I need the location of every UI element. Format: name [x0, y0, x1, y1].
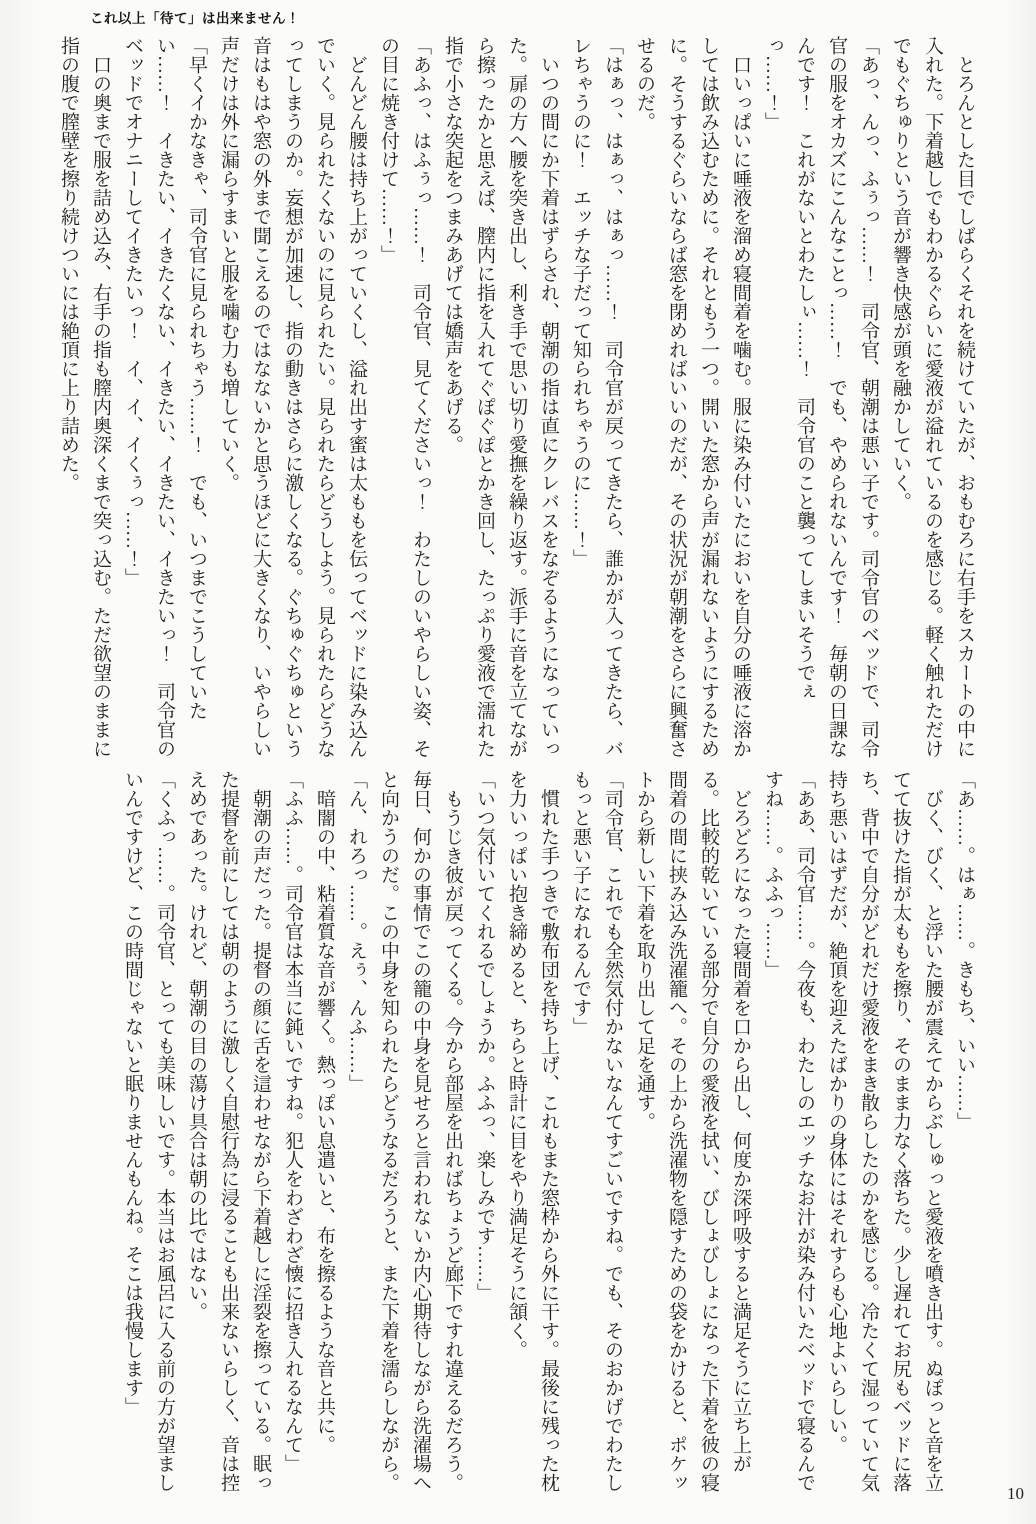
text-block-bottom	[72, 770, 980, 1506]
page-number: 10	[1007, 1484, 1024, 1503]
paragraph: 暗闇の中、粘着質な音が響く。熱っぽい息遣いと、布を擦るような音と共に。	[314, 770, 335, 1454]
paragraph: 「はぁっ、はぁっ、はぁっ……！ 司令官が戻ってきたら、誰かが入ってきたら、バレちゃうのに！ エッチな子だって知られちゃうのに……！」	[570, 36, 623, 758]
paragraph: いつの間にか下着はずらされ、朝潮の指は直にクレバスをなぞるようになっていった。扉の方へ腰を突き出し、利き手で思い切り愛撫を繰り返す。派手に音を立てながら擦ったかと思えば、膣内に指を入れてぐぽぐぽとかき回し、たっぷり愛液で濡れた指で小さな突起をつまみあげては嬌声をあげる。	[442, 36, 559, 758]
paragraph: どろどろになった寝間着を口から出し、何度か深呼吸すると満足そうに立ち上がる。比較的乾いている部分で自分の愛液を拭い、びしょびしょになった下着を彼の寝間着の間に挟み込み洗濯籠へ。その上から洗濯物を隠すための袋をかけると、ポケットから新しい下着を取り出して足を通す。	[634, 770, 751, 1492]
paragraph: 「司令官、これでも全然気付かないなんてすごいですね。でも、そのおかげでわたしもっと悪い子になれるんです」	[570, 770, 623, 1492]
paragraph: 口いっぱいに唾液を溜め寝間着を噛む。服に染み付いたにおいを自分の唾液に溶かしては飲み込むために。それともう一つ。開いた窓から声が漏れないようにするために。そうするぐらいならば窓を閉めればいいのだが、その状況が朝潮をさらに興奮させるのだ。	[634, 36, 751, 758]
paragraph: 「ああ、司令官……。今夜も、わたしのエッチなお汁が染み付いたベッドで寝るんですね……。ふふっ……」	[762, 770, 815, 1492]
paragraph: 「あっ、んっ、ふぅっ……！ 司令官、朝潮は悪い子です。司令官のベッドで、司令官の服をオカズにこんなことっ……！ でも、やめられないんです！ 毎朝の日課なんです！ これがないとわたしぃ……！ 司令官のこと襲ってしまいそうでぇっ……！」	[762, 36, 879, 758]
paragraph: もうじき彼が戻ってくる。今から部屋を出ればちょうど廊下ですれ違えるだろう。毎日、何かの事情でこの籠の中身を見せろと言われないか内心期待しながら洗濯場へと向かうのだ。この中身を知られたらどうなるだろうと、また下着を濡らしながら。	[378, 770, 463, 1492]
page-header-title: これ以上「待て」は出来ません！	[90, 11, 300, 26]
paragraph: 朝潮の声だった。提督の顔に舌を這わせながら下着越しに淫裂を擦っている。眠った提督を前にしては朝のように激しく自慰行為に浸ることも出来ないらしく、音は控えめであった。けれど、朝潮の目の蕩け具合は朝の比ではない。	[186, 770, 271, 1492]
paragraph: 慣れた手つきで敷布団を持ち上げ、これもまた窓枠から外に干す。最後に残った枕を力いっぱい抱き締めると、ちらと時計に目をやり満足そうに頷く。	[506, 770, 559, 1492]
paragraph: どんどん腰は持ち上がっていくし、溢れ出す蜜は太ももを伝ってベッドに染み込んでいく。見られたくないのに見られたい。見られたらどうしよう。見られたらどうなってしまうのか。妄想が加速し、指の動きはさらに激しくなる。ぐちゅぐちゅという音はもはや窓の外まで聞こえるのではなないかと思うほどに大きくなり、いやらしい声だけは外に漏らすまいと服を噛む力も増していく。	[218, 36, 367, 758]
paragraph: 「ん、れろっ……。えぅ、んふ……」	[346, 770, 367, 1093]
paragraph: 口の奥まで服を詰め込み、右手の指も膣内奥深くまで突っ込む。ただ欲望のままに指の腹で膣壁を擦り続けついには絶頂に上り詰めた。	[58, 36, 111, 758]
paragraph: 「あ……。はぁ……。きもち、いい……」	[954, 770, 975, 1131]
paragraph: 「ふふ……。司令官は本当に鈍いですね。犯人をわざわざ懐に招き入れるなんて」	[282, 770, 303, 1473]
paragraph: 「いつ気付いてくれるでしょうか。ふふっ、楽しみです……」	[474, 770, 495, 1302]
paragraph: とろんとした目でしばらくそれを続けていたが、おもむろに右手をスカートの中に入れた。下着越しでもわかるぐらいに愛液が溢れているのを感じる。軽く触れただけでもぐちゅりという音が響き快感が頭を融かしていく。	[890, 36, 975, 758]
paragraph: 「あふっ、はふぅっ……！ 司令官、見てくださいっ！ わたしのいやらしい姿、その目に焼き付けて……！」	[378, 36, 431, 758]
text-block-top	[58, 36, 980, 762]
paragraph: 「くふっ……。司令官、とっても美味しいです。本当はお風呂に入る前の方が望ましいんですけど、この時間じゃないと眠りませんもんね。そこは我慢します」	[122, 770, 175, 1492]
paragraph: びく、びく、と浮いた腰が震えてからぶしゅっと愛液を噴き出す。ぬぽっと音を立てて抜けた指が太ももを擦り、そのまま力なく落ちた。少し遅れてお尻もベッドに落ち、背中で自分がどれだけ愛液をまき散らしたのかを感じる。冷たくて湿っていて気持ち悪いはずだが、絶頂を迎えたばかりの身体にはそれすらも心地よいらしい。	[826, 770, 943, 1492]
paragraph: 「早くイかなきゃ、司令官に見られちゃう……！ でも、いつまでこうしていたい……！ イきたい、イきたくない、イきたい、イきたい、イきたいっ！ 司令官のベッドでオナニーしてイきたいっ！ イ、イ、イくぅっ……！」	[122, 36, 207, 758]
